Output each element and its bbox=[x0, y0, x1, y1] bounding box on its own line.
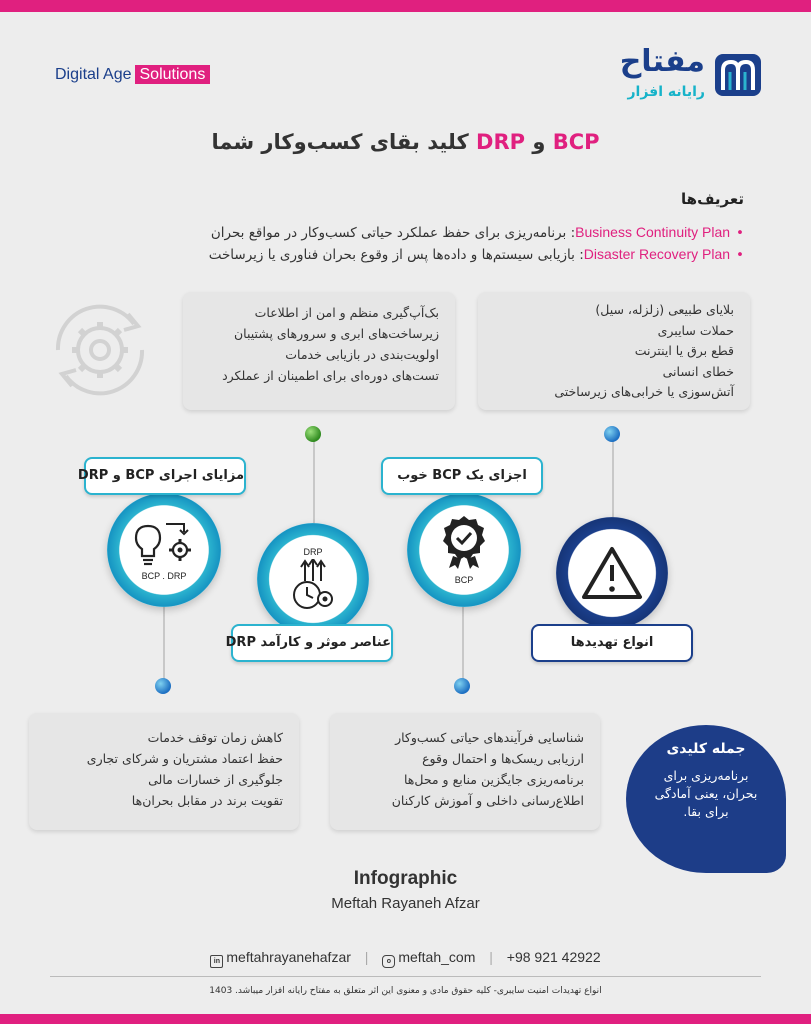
benefits-card bbox=[29, 713, 299, 830]
title-bcp: BCP bbox=[552, 130, 600, 154]
definition-bcp-term: Business Continuity Plan bbox=[575, 224, 731, 240]
brand-left-highlight: Solutions bbox=[135, 65, 211, 84]
footer-copyright: انواع تهدیدات امنیت سایبری- کلیه حقوق مادی و معنوی این اثر متعلق به مفتاح رایانه افزار میباشد. 1403 bbox=[209, 986, 602, 996]
connector-line bbox=[462, 598, 464, 684]
definition-bcp-text: : برنامه‌ریزی برای حفظ عملکرد حیاتی کسب‌وکار در مواقع بحران bbox=[210, 225, 576, 241]
definition-bcp bbox=[211, 224, 744, 241]
bcp-component-item: ارزیابی ریسک‌ها و احتمال وقوع bbox=[422, 751, 584, 766]
connector-dot-blue bbox=[604, 426, 620, 442]
drp-element-item: تست‌های دوره‌ای برای اطمینان از عملکرد bbox=[222, 368, 439, 383]
definition-drp-text: : بازیابی سیستم‌ها و داده‌ها پس از وقوع بحران فناوری یا زیرساخت bbox=[208, 247, 584, 263]
threat-item: آتش‌سوزی یا خرابی‌های زیرساختی bbox=[554, 384, 734, 399]
benefits-label: مزایای اجرای BCP و DRP bbox=[84, 457, 246, 495]
contact-bar bbox=[0, 949, 811, 968]
benefit-item: حفظ اعتماد مشتریان و شرکای تجاری bbox=[86, 751, 283, 766]
linkedin-icon: in bbox=[210, 955, 223, 968]
logo-title: مفتاح bbox=[619, 44, 705, 79]
bottom-accent-bar bbox=[0, 1014, 811, 1024]
bcp-circle-caption: BCP bbox=[454, 575, 474, 585]
drp-element-item: اولویت‌بندی در بازیابی خدمات bbox=[285, 347, 439, 362]
connector-dot-green bbox=[305, 426, 321, 442]
threat-item: خطای انسانی bbox=[662, 363, 734, 379]
threats-card bbox=[478, 292, 750, 410]
lightbulb-gear-icon bbox=[132, 518, 196, 570]
drp-circle bbox=[257, 523, 369, 635]
footer-divider bbox=[50, 976, 761, 977]
divider: | bbox=[364, 949, 369, 965]
instagram-handle[interactable]: meftah_com bbox=[398, 949, 476, 965]
digital-age-brand bbox=[55, 66, 210, 84]
connector-line bbox=[612, 438, 614, 528]
key-phrase-badge bbox=[626, 725, 786, 873]
benefits-circle bbox=[107, 493, 221, 607]
threat-item: بلایای طبیعی (زلزله، سیل) bbox=[595, 302, 734, 317]
meftah-logo bbox=[593, 44, 765, 110]
connector-dot-blue bbox=[454, 678, 470, 694]
top-accent-bar bbox=[0, 0, 811, 12]
bcp-component-item: اطلاع‌رسانی داخلی و آموزش کارکنان bbox=[391, 793, 584, 808]
bullet-icon: • bbox=[736, 247, 744, 263]
definitions-heading: تعریف‌ها bbox=[681, 190, 744, 208]
bcp-component-item: شناسایی فرآیندهای حیاتی کسب‌وکار bbox=[395, 730, 584, 745]
bcp-circle bbox=[407, 493, 521, 607]
bullet-icon: • bbox=[736, 225, 744, 241]
logo-subtitle: رایانه افزار bbox=[627, 84, 705, 100]
infographic-subtitle: Meftah Rayaneh Afzar bbox=[331, 895, 480, 912]
drp-circle-caption: DRP bbox=[303, 547, 323, 557]
clock-gear-arrows-icon bbox=[285, 559, 341, 611]
divider: | bbox=[489, 949, 493, 965]
title-drp: DRP bbox=[476, 130, 526, 154]
threat-item: حملات سایبری bbox=[657, 322, 734, 338]
title-rest: کلید بقای کسب‌وکار شما bbox=[211, 130, 477, 154]
brand-left-text: Digital Age bbox=[55, 66, 132, 83]
benefit-item: کاهش زمان توقف خدمات bbox=[147, 730, 283, 745]
threats-circle bbox=[556, 517, 668, 629]
m-stripes-logo-icon bbox=[711, 48, 765, 102]
definition-drp bbox=[209, 246, 744, 263]
drp-element-item: زیرساخت‌های ابری و سرورهای پشتیبان bbox=[233, 326, 439, 341]
warning-triangle-icon bbox=[580, 545, 644, 601]
key-phrase-body: برنامه‌ریزی برای بحران، یعنی آمادگی برای بقا. bbox=[654, 768, 758, 819]
bcp-components-card bbox=[330, 713, 600, 830]
good-bcp-label: اجزای یک BCP خوب bbox=[381, 457, 543, 495]
infographic-title: Infographic bbox=[353, 868, 458, 889]
connector-dot-blue bbox=[155, 678, 171, 694]
page-title bbox=[0, 130, 811, 154]
connector-line bbox=[163, 598, 165, 684]
linkedin-handle[interactable]: meftahrayanehafzar bbox=[226, 949, 351, 965]
gear-cycle-icon bbox=[38, 288, 162, 412]
key-phrase-heading: جمله کلیدی bbox=[666, 741, 746, 757]
benefits-circle-caption: BCP . DRP bbox=[141, 571, 187, 581]
connector-line bbox=[313, 438, 315, 526]
threats-label: انواع تهدیدها bbox=[531, 624, 693, 662]
benefit-item: جلوگیری از خسارات مالی bbox=[148, 772, 283, 787]
drp-elements-card bbox=[183, 292, 455, 410]
threat-item: قطع برق یا اینترنت bbox=[634, 343, 734, 358]
bcp-component-item: برنامه‌ریزی جایگزین منابع و محل‌ها bbox=[403, 772, 584, 787]
definition-drp-term: Disaster Recovery Plan bbox=[583, 246, 731, 262]
phone-number[interactable]: +98 921 42922 bbox=[506, 949, 601, 965]
drp-elements-label: عناصر موثر و کارآمد DRP bbox=[231, 624, 393, 662]
badge-check-icon bbox=[439, 514, 489, 570]
benefit-item: تقویت برند در مقابل بحران‌ها bbox=[131, 793, 283, 808]
instagram-icon: o bbox=[382, 955, 395, 968]
drp-element-item: بک‌آپ‌گیری منظم و امن از اطلاعات bbox=[254, 305, 439, 320]
title-and: و bbox=[525, 130, 553, 154]
